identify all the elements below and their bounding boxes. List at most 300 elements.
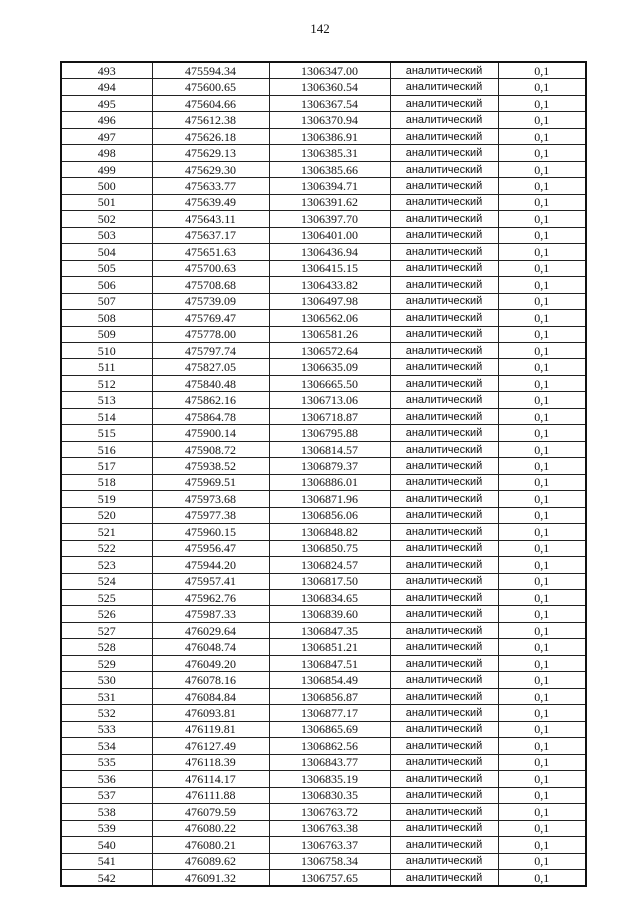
accuracy-cell: 0,1 <box>498 474 586 490</box>
x-coordinate-cell: 475778.00 <box>152 326 269 342</box>
method-cell: аналитический <box>390 194 498 210</box>
point-number-cell: 501 <box>61 194 152 210</box>
accuracy-cell: 0,1 <box>498 655 586 671</box>
point-number-cell: 505 <box>61 260 152 276</box>
y-coordinate-cell: 1306394.71 <box>269 178 390 194</box>
x-coordinate-cell: 475633.77 <box>152 178 269 194</box>
accuracy-cell: 0,1 <box>498 260 586 276</box>
table-row <box>61 128 586 144</box>
table-row <box>61 178 586 194</box>
y-coordinate-cell: 1306562.06 <box>269 310 390 326</box>
y-coordinate-cell: 1306856.06 <box>269 507 390 523</box>
table-row <box>61 359 586 375</box>
table-row <box>61 95 586 111</box>
y-coordinate-cell: 1306763.37 <box>269 837 390 853</box>
table-row <box>61 392 586 408</box>
point-number-cell: 540 <box>61 837 152 853</box>
table-row <box>61 853 586 869</box>
method-cell: аналитический <box>390 672 498 688</box>
point-number-cell: 496 <box>61 112 152 128</box>
accuracy-cell: 0,1 <box>498 557 586 573</box>
accuracy-cell: 0,1 <box>498 573 586 589</box>
table-row <box>61 277 586 293</box>
x-coordinate-cell: 475864.78 <box>152 408 269 424</box>
table-row <box>61 425 586 441</box>
x-coordinate-cell: 476048.74 <box>152 639 269 655</box>
point-number-cell: 528 <box>61 639 152 655</box>
x-coordinate-cell: 475960.15 <box>152 524 269 540</box>
accuracy-cell: 0,1 <box>498 359 586 375</box>
y-coordinate-cell: 1306814.57 <box>269 441 390 457</box>
method-cell: аналитический <box>390 95 498 111</box>
method-cell: аналитический <box>390 655 498 671</box>
y-coordinate-cell: 1306397.70 <box>269 211 390 227</box>
y-coordinate-cell: 1306856.87 <box>269 688 390 704</box>
point-number-cell: 512 <box>61 375 152 391</box>
table-row <box>61 606 586 622</box>
method-cell: аналитический <box>390 787 498 803</box>
method-cell: аналитический <box>390 474 498 490</box>
point-number-cell: 495 <box>61 95 152 111</box>
accuracy-cell: 0,1 <box>498 540 586 556</box>
table-row <box>61 622 586 638</box>
x-coordinate-cell: 475629.30 <box>152 161 269 177</box>
x-coordinate-cell: 476049.20 <box>152 655 269 671</box>
y-coordinate-cell: 1306795.88 <box>269 425 390 441</box>
y-coordinate-cell: 1306824.57 <box>269 557 390 573</box>
y-coordinate-cell: 1306758.34 <box>269 853 390 869</box>
accuracy-cell: 0,1 <box>498 128 586 144</box>
table-row <box>61 837 586 853</box>
method-cell: аналитический <box>390 804 498 820</box>
point-number-cell: 521 <box>61 524 152 540</box>
y-coordinate-cell: 1306877.17 <box>269 705 390 721</box>
method-cell: аналитический <box>390 853 498 869</box>
point-number-cell: 498 <box>61 145 152 161</box>
point-number-cell: 542 <box>61 869 152 886</box>
point-number-cell: 538 <box>61 804 152 820</box>
table-row <box>61 310 586 326</box>
accuracy-cell: 0,1 <box>498 310 586 326</box>
method-cell: аналитический <box>390 112 498 128</box>
table-row <box>61 474 586 490</box>
table-row <box>61 524 586 540</box>
y-coordinate-cell: 1306886.01 <box>269 474 390 490</box>
x-coordinate-cell: 475651.63 <box>152 244 269 260</box>
y-coordinate-cell: 1306385.66 <box>269 161 390 177</box>
accuracy-cell: 0,1 <box>498 721 586 737</box>
method-cell: аналитический <box>390 573 498 589</box>
point-number-cell: 508 <box>61 310 152 326</box>
point-number-cell: 523 <box>61 557 152 573</box>
point-number-cell: 522 <box>61 540 152 556</box>
y-coordinate-cell: 1306665.50 <box>269 375 390 391</box>
y-coordinate-cell: 1306360.54 <box>269 79 390 95</box>
method-cell: аналитический <box>390 540 498 556</box>
y-coordinate-cell: 1306850.75 <box>269 540 390 556</box>
table-row <box>61 738 586 754</box>
method-cell: аналитический <box>390 705 498 721</box>
x-coordinate-cell: 475797.74 <box>152 342 269 358</box>
table-row <box>61 244 586 260</box>
method-cell: аналитический <box>390 293 498 309</box>
accuracy-cell: 0,1 <box>498 639 586 655</box>
accuracy-cell: 0,1 <box>498 244 586 260</box>
point-number-cell: 517 <box>61 458 152 474</box>
point-number-cell: 539 <box>61 820 152 836</box>
point-number-cell: 537 <box>61 787 152 803</box>
table-row <box>61 491 586 507</box>
x-coordinate-cell: 476078.16 <box>152 672 269 688</box>
point-number-cell: 516 <box>61 441 152 457</box>
x-coordinate-cell: 475862.16 <box>152 392 269 408</box>
method-cell: аналитический <box>390 211 498 227</box>
point-number-cell: 520 <box>61 507 152 523</box>
y-coordinate-cell: 1306865.69 <box>269 721 390 737</box>
x-coordinate-cell: 475969.51 <box>152 474 269 490</box>
coordinates-table <box>60 61 587 887</box>
accuracy-cell: 0,1 <box>498 524 586 540</box>
x-coordinate-cell: 476114.17 <box>152 771 269 787</box>
y-coordinate-cell: 1306763.38 <box>269 820 390 836</box>
x-coordinate-cell: 476091.32 <box>152 869 269 886</box>
y-coordinate-cell: 1306572.64 <box>269 342 390 358</box>
method-cell: аналитический <box>390 458 498 474</box>
x-coordinate-cell: 476079.59 <box>152 804 269 820</box>
accuracy-cell: 0,1 <box>498 869 586 886</box>
y-coordinate-cell: 1306367.54 <box>269 95 390 111</box>
y-coordinate-cell: 1306757.65 <box>269 869 390 886</box>
x-coordinate-cell: 475600.65 <box>152 79 269 95</box>
x-coordinate-cell: 476080.21 <box>152 837 269 853</box>
point-number-cell: 493 <box>61 62 152 79</box>
point-number-cell: 529 <box>61 655 152 671</box>
accuracy-cell: 0,1 <box>498 820 586 836</box>
x-coordinate-cell: 475637.17 <box>152 227 269 243</box>
x-coordinate-cell: 475708.68 <box>152 277 269 293</box>
accuracy-cell: 0,1 <box>498 458 586 474</box>
y-coordinate-cell: 1306391.62 <box>269 194 390 210</box>
y-coordinate-cell: 1306848.82 <box>269 524 390 540</box>
table-row <box>61 441 586 457</box>
method-cell: аналитический <box>390 342 498 358</box>
table-row <box>61 458 586 474</box>
method-cell: аналитический <box>390 161 498 177</box>
method-cell: аналитический <box>390 62 498 79</box>
x-coordinate-cell: 475938.52 <box>152 458 269 474</box>
accuracy-cell: 0,1 <box>498 837 586 853</box>
table-row <box>61 79 586 95</box>
table-row <box>61 721 586 737</box>
table-row <box>61 590 586 606</box>
x-coordinate-cell: 476093.81 <box>152 705 269 721</box>
method-cell: аналитический <box>390 310 498 326</box>
point-number-cell: 518 <box>61 474 152 490</box>
table-row <box>61 227 586 243</box>
method-cell: аналитический <box>390 359 498 375</box>
method-cell: аналитический <box>390 128 498 144</box>
x-coordinate-cell: 475739.09 <box>152 293 269 309</box>
x-coordinate-cell: 476119.81 <box>152 721 269 737</box>
accuracy-cell: 0,1 <box>498 441 586 457</box>
table-row <box>61 326 586 342</box>
accuracy-cell: 0,1 <box>498 145 586 161</box>
x-coordinate-cell: 476029.64 <box>152 622 269 638</box>
point-number-cell: 531 <box>61 688 152 704</box>
method-cell: аналитический <box>390 244 498 260</box>
point-number-cell: 535 <box>61 754 152 770</box>
x-coordinate-cell: 476111.88 <box>152 787 269 803</box>
method-cell: аналитический <box>390 178 498 194</box>
x-coordinate-cell: 475643.11 <box>152 211 269 227</box>
x-coordinate-cell: 475594.34 <box>152 62 269 79</box>
x-coordinate-cell: 475962.76 <box>152 590 269 606</box>
x-coordinate-cell: 476127.49 <box>152 738 269 754</box>
x-coordinate-cell: 475908.72 <box>152 441 269 457</box>
method-cell: аналитический <box>390 441 498 457</box>
accuracy-cell: 0,1 <box>498 178 586 194</box>
y-coordinate-cell: 1306839.60 <box>269 606 390 622</box>
point-number-cell: 503 <box>61 227 152 243</box>
y-coordinate-cell: 1306847.51 <box>269 655 390 671</box>
y-coordinate-cell: 1306347.00 <box>269 62 390 79</box>
x-coordinate-cell: 475612.38 <box>152 112 269 128</box>
point-number-cell: 530 <box>61 672 152 688</box>
table-row <box>61 804 586 820</box>
accuracy-cell: 0,1 <box>498 342 586 358</box>
table-row <box>61 771 586 787</box>
y-coordinate-cell: 1306854.49 <box>269 672 390 688</box>
method-cell: аналитический <box>390 622 498 638</box>
point-number-cell: 507 <box>61 293 152 309</box>
method-cell: аналитический <box>390 277 498 293</box>
method-cell: аналитический <box>390 491 498 507</box>
method-cell: аналитический <box>390 260 498 276</box>
y-coordinate-cell: 1306497.98 <box>269 293 390 309</box>
method-cell: аналитический <box>390 507 498 523</box>
x-coordinate-cell: 476080.22 <box>152 820 269 836</box>
x-coordinate-cell: 475827.05 <box>152 359 269 375</box>
x-coordinate-cell: 475977.38 <box>152 507 269 523</box>
y-coordinate-cell: 1306879.37 <box>269 458 390 474</box>
table-row <box>61 540 586 556</box>
table-row <box>61 260 586 276</box>
table-row <box>61 573 586 589</box>
accuracy-cell: 0,1 <box>498 112 586 128</box>
table-row <box>61 145 586 161</box>
accuracy-cell: 0,1 <box>498 507 586 523</box>
y-coordinate-cell: 1306830.35 <box>269 787 390 803</box>
y-coordinate-cell: 1306835.19 <box>269 771 390 787</box>
point-number-cell: 510 <box>61 342 152 358</box>
accuracy-cell: 0,1 <box>498 227 586 243</box>
method-cell: аналитический <box>390 606 498 622</box>
y-coordinate-cell: 1306817.50 <box>269 573 390 589</box>
method-cell: аналитический <box>390 837 498 853</box>
table-row <box>61 869 586 886</box>
table-row <box>61 211 586 227</box>
point-number-cell: 526 <box>61 606 152 622</box>
table-row <box>61 557 586 573</box>
point-number-cell: 504 <box>61 244 152 260</box>
x-coordinate-cell: 475626.18 <box>152 128 269 144</box>
accuracy-cell: 0,1 <box>498 408 586 424</box>
x-coordinate-cell: 475987.33 <box>152 606 269 622</box>
point-number-cell: 541 <box>61 853 152 869</box>
y-coordinate-cell: 1306843.77 <box>269 754 390 770</box>
point-number-cell: 525 <box>61 590 152 606</box>
point-number-cell: 534 <box>61 738 152 754</box>
point-number-cell: 509 <box>61 326 152 342</box>
x-coordinate-cell: 475900.14 <box>152 425 269 441</box>
table-row <box>61 194 586 210</box>
method-cell: аналитический <box>390 392 498 408</box>
x-coordinate-cell: 475769.47 <box>152 310 269 326</box>
table-row <box>61 408 586 424</box>
x-coordinate-cell: 475639.49 <box>152 194 269 210</box>
x-coordinate-cell: 475604.66 <box>152 95 269 111</box>
table-row <box>61 112 586 128</box>
table-row <box>61 820 586 836</box>
table-body <box>61 62 586 886</box>
accuracy-cell: 0,1 <box>498 425 586 441</box>
y-coordinate-cell: 1306713.06 <box>269 392 390 408</box>
x-coordinate-cell: 476118.39 <box>152 754 269 770</box>
method-cell: аналитический <box>390 820 498 836</box>
method-cell: аналитический <box>390 869 498 886</box>
table-row <box>61 688 586 704</box>
method-cell: аналитический <box>390 557 498 573</box>
y-coordinate-cell: 1306851.21 <box>269 639 390 655</box>
method-cell: аналитический <box>390 375 498 391</box>
y-coordinate-cell: 1306386.91 <box>269 128 390 144</box>
accuracy-cell: 0,1 <box>498 326 586 342</box>
table-row <box>61 375 586 391</box>
method-cell: аналитический <box>390 227 498 243</box>
x-coordinate-cell: 475700.63 <box>152 260 269 276</box>
point-number-cell: 499 <box>61 161 152 177</box>
point-number-cell: 494 <box>61 79 152 95</box>
point-number-cell: 513 <box>61 392 152 408</box>
table-row <box>61 293 586 309</box>
table-row <box>61 787 586 803</box>
x-coordinate-cell: 475840.48 <box>152 375 269 391</box>
accuracy-cell: 0,1 <box>498 754 586 770</box>
accuracy-cell: 0,1 <box>498 688 586 704</box>
x-coordinate-cell: 475629.13 <box>152 145 269 161</box>
table-row <box>61 705 586 721</box>
point-number-cell: 533 <box>61 721 152 737</box>
y-coordinate-cell: 1306847.35 <box>269 622 390 638</box>
accuracy-cell: 0,1 <box>498 738 586 754</box>
accuracy-cell: 0,1 <box>498 606 586 622</box>
accuracy-cell: 0,1 <box>498 161 586 177</box>
y-coordinate-cell: 1306415.15 <box>269 260 390 276</box>
method-cell: аналитический <box>390 524 498 540</box>
point-number-cell: 514 <box>61 408 152 424</box>
accuracy-cell: 0,1 <box>498 375 586 391</box>
y-coordinate-cell: 1306401.00 <box>269 227 390 243</box>
point-number-cell: 502 <box>61 211 152 227</box>
y-coordinate-cell: 1306763.72 <box>269 804 390 820</box>
y-coordinate-cell: 1306635.09 <box>269 359 390 375</box>
point-number-cell: 527 <box>61 622 152 638</box>
method-cell: аналитический <box>390 79 498 95</box>
x-coordinate-cell: 476089.62 <box>152 853 269 869</box>
accuracy-cell: 0,1 <box>498 62 586 79</box>
accuracy-cell: 0,1 <box>498 705 586 721</box>
method-cell: аналитический <box>390 721 498 737</box>
accuracy-cell: 0,1 <box>498 771 586 787</box>
accuracy-cell: 0,1 <box>498 194 586 210</box>
y-coordinate-cell: 1306433.82 <box>269 277 390 293</box>
method-cell: аналитический <box>390 639 498 655</box>
accuracy-cell: 0,1 <box>498 491 586 507</box>
method-cell: аналитический <box>390 425 498 441</box>
point-number-cell: 506 <box>61 277 152 293</box>
point-number-cell: 536 <box>61 771 152 787</box>
table-row <box>61 161 586 177</box>
method-cell: аналитический <box>390 590 498 606</box>
table-row <box>61 655 586 671</box>
accuracy-cell: 0,1 <box>498 672 586 688</box>
method-cell: аналитический <box>390 738 498 754</box>
accuracy-cell: 0,1 <box>498 211 586 227</box>
point-number-cell: 500 <box>61 178 152 194</box>
method-cell: аналитический <box>390 688 498 704</box>
table-row <box>61 342 586 358</box>
accuracy-cell: 0,1 <box>498 79 586 95</box>
x-coordinate-cell: 475944.20 <box>152 557 269 573</box>
y-coordinate-cell: 1306385.31 <box>269 145 390 161</box>
y-coordinate-cell: 1306862.56 <box>269 738 390 754</box>
table-row <box>61 672 586 688</box>
y-coordinate-cell: 1306871.96 <box>269 491 390 507</box>
table-row <box>61 639 586 655</box>
accuracy-cell: 0,1 <box>498 853 586 869</box>
y-coordinate-cell: 1306581.26 <box>269 326 390 342</box>
x-coordinate-cell: 475973.68 <box>152 491 269 507</box>
accuracy-cell: 0,1 <box>498 277 586 293</box>
table-row <box>61 62 586 79</box>
point-number-cell: 532 <box>61 705 152 721</box>
method-cell: аналитический <box>390 408 498 424</box>
y-coordinate-cell: 1306436.94 <box>269 244 390 260</box>
method-cell: аналитический <box>390 326 498 342</box>
method-cell: аналитический <box>390 754 498 770</box>
point-number-cell: 511 <box>61 359 152 375</box>
point-number-cell: 497 <box>61 128 152 144</box>
method-cell: аналитический <box>390 145 498 161</box>
page-number: 142 <box>310 21 330 36</box>
accuracy-cell: 0,1 <box>498 622 586 638</box>
accuracy-cell: 0,1 <box>498 804 586 820</box>
x-coordinate-cell: 476084.84 <box>152 688 269 704</box>
x-coordinate-cell: 475956.47 <box>152 540 269 556</box>
point-number-cell: 524 <box>61 573 152 589</box>
accuracy-cell: 0,1 <box>498 293 586 309</box>
accuracy-cell: 0,1 <box>498 392 586 408</box>
accuracy-cell: 0,1 <box>498 95 586 111</box>
table-row <box>61 507 586 523</box>
point-number-cell: 519 <box>61 491 152 507</box>
accuracy-cell: 0,1 <box>498 787 586 803</box>
y-coordinate-cell: 1306718.87 <box>269 408 390 424</box>
x-coordinate-cell: 475957.41 <box>152 573 269 589</box>
table-row <box>61 754 586 770</box>
y-coordinate-cell: 1306370.94 <box>269 112 390 128</box>
point-number-cell: 515 <box>61 425 152 441</box>
